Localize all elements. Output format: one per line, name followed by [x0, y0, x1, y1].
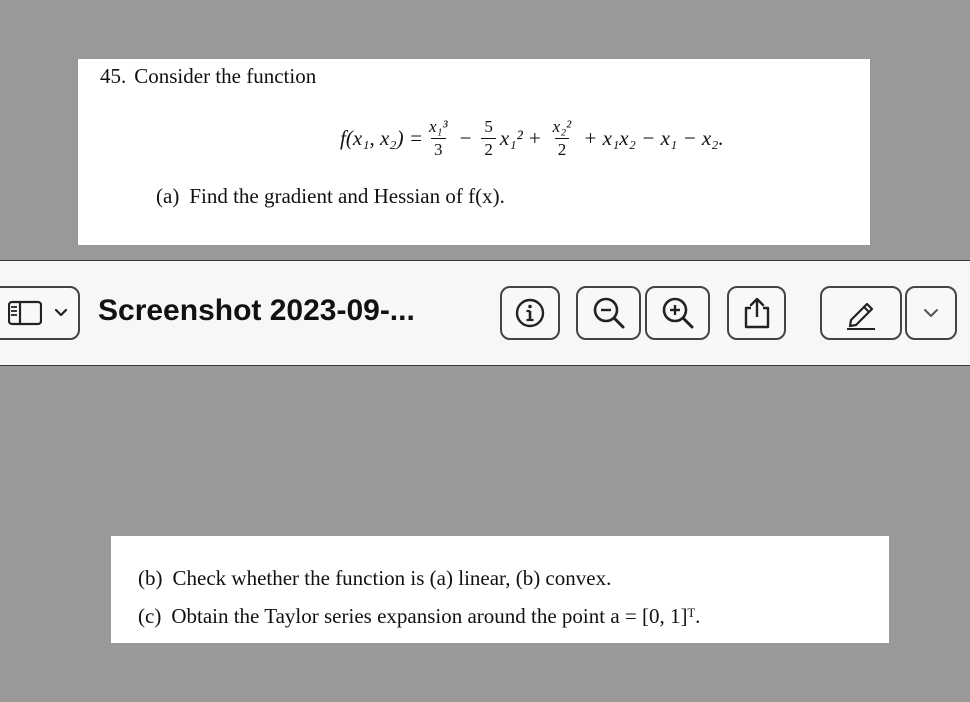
chevron-down-icon: [54, 308, 68, 318]
fraction-term-3: [551, 116, 574, 161]
info-icon: [514, 297, 546, 329]
pencil-icon: [843, 296, 879, 330]
term1-numerator: x₁³: [429, 116, 448, 136]
share-icon: [742, 296, 772, 330]
part-a: [156, 184, 505, 209]
term1-denominator: 3: [431, 138, 446, 161]
term2-denominator: 2: [481, 138, 496, 161]
zoom-in-icon: [661, 296, 695, 330]
document-title[interactable]: Screenshot 2023-09-...: [98, 294, 415, 327]
share-button[interactable]: [727, 286, 786, 340]
term3-numerator: x₂²: [552, 116, 572, 136]
term2-numerator: 5: [484, 116, 493, 136]
term3-denominator: 2: [555, 138, 570, 161]
part-a-label: (a): [156, 184, 180, 208]
term2-variable: x₁²: [499, 125, 523, 150]
preview-toolbar: [0, 260, 970, 366]
fraction-term-2: [481, 116, 496, 161]
part-c-text: Obtain the Taylor series expansion around the point a = [0, 1]ᵀ.: [171, 604, 701, 628]
equation-tail: + x₁x₂ − x₁ − x₂.: [583, 125, 724, 150]
markup-button[interactable]: [820, 286, 902, 340]
markup-menu-button[interactable]: [905, 286, 957, 340]
part-b-label: (b): [138, 566, 163, 590]
problem-intro: Consider the function: [134, 64, 317, 88]
zoom-out-icon: [592, 296, 626, 330]
part-c: [138, 604, 700, 629]
part-c-label: (c): [138, 604, 162, 628]
document-card-bottom: [111, 536, 889, 643]
part-a-text: Find the gradient and Hessian of f(x).: [189, 184, 505, 208]
problem-number: 45.: [100, 64, 127, 88]
part-b: [138, 566, 611, 591]
sidebar-icon: [8, 300, 42, 326]
zoom-in-button[interactable]: [645, 286, 710, 340]
function-equation: [340, 103, 724, 173]
sidebar-toggle-button[interactable]: [0, 286, 80, 340]
part-b-text: Check whether the function is (a) linear, (b) convex.: [172, 566, 612, 590]
plus-sign: +: [528, 125, 541, 150]
equation-lhs: f(x₁, x₂) =: [340, 125, 423, 150]
problem-header: [100, 64, 316, 89]
minus-sign: −: [459, 125, 472, 150]
chevron-down-icon: [923, 308, 939, 318]
document-card-top: [78, 59, 870, 245]
info-button[interactable]: [500, 286, 560, 340]
zoom-out-button[interactable]: [576, 286, 641, 340]
fraction-term-1: [427, 116, 450, 161]
